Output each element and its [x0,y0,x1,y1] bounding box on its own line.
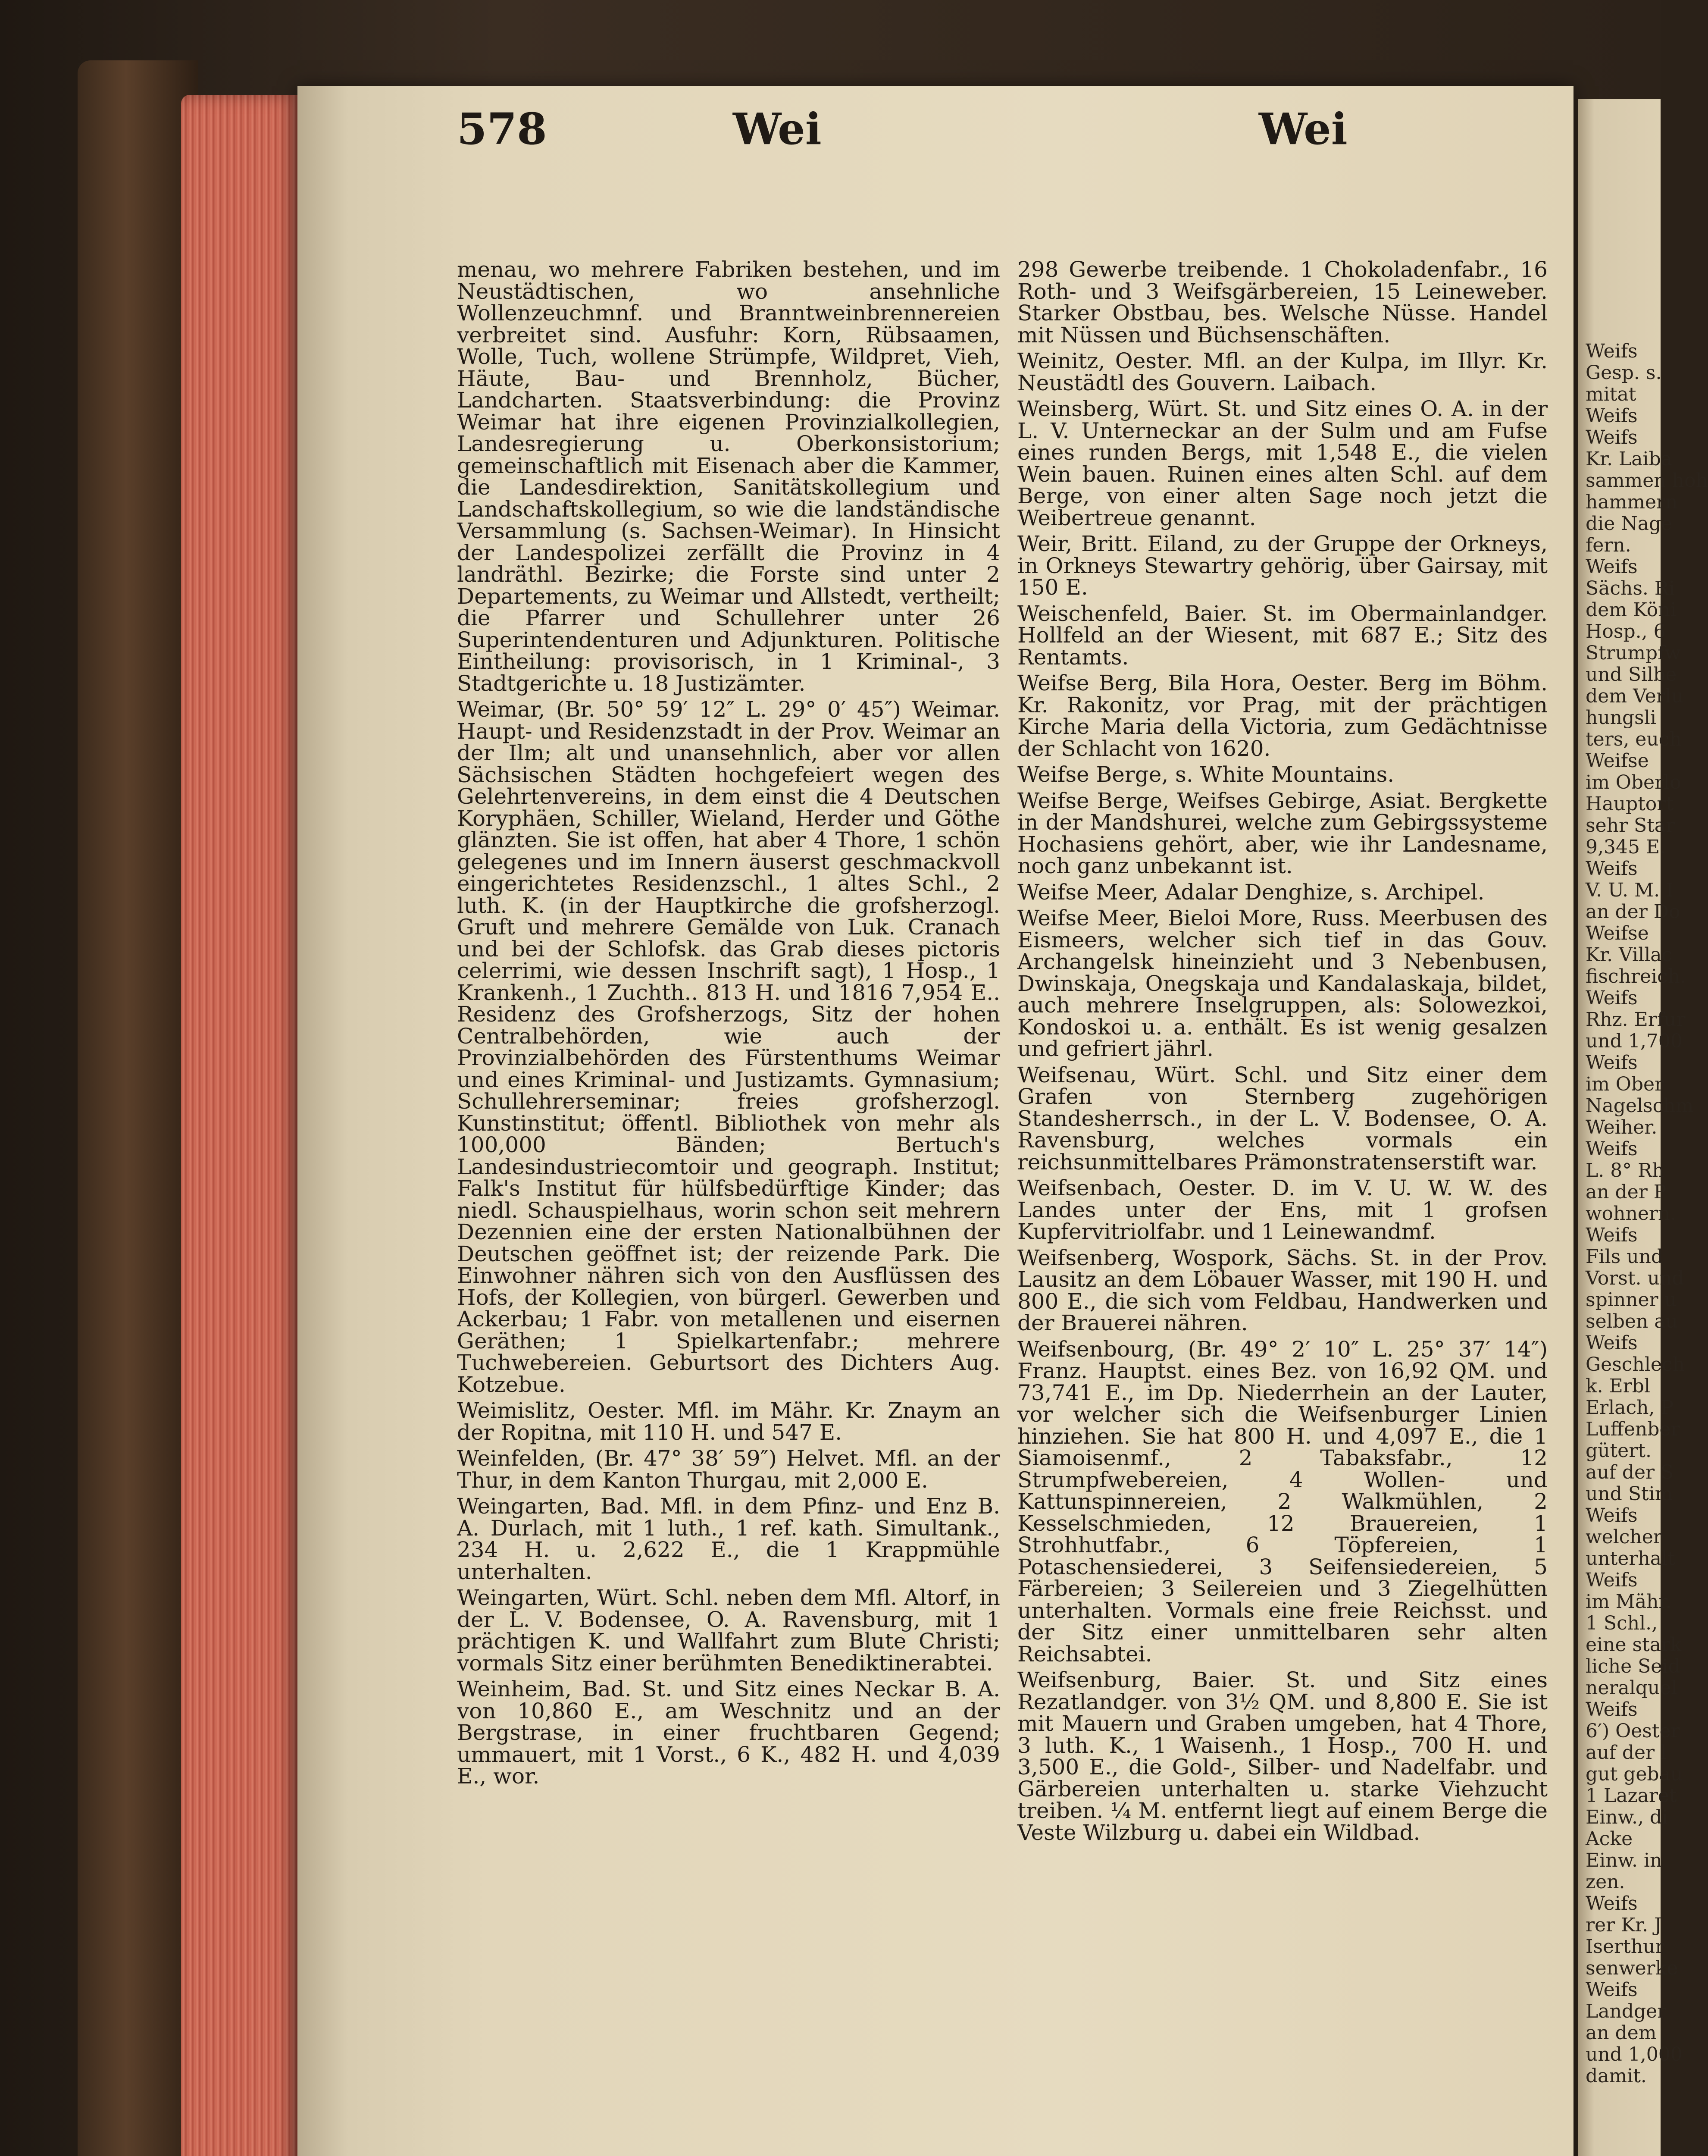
running-head-right: Wei [1259,103,1348,154]
book-cover-edge [78,60,198,2156]
entry-paragraph: Weifsenau, Würt. Schl. und Sitz einer dem Grafen von Sternberg zugehörigen Standesherrsch., in der L. V. Bodensee, O. A. Ravensburg, welches vormals ein reichsunmittelbares Prämonstratenserstift war. [1017,1062,1548,1175]
facing-page-fragment: Acke [1586,1828,1633,1850]
facing-page-fragment: Weifs [1586,426,1638,448]
facing-page-fragment: zen. [1586,1871,1625,1893]
facing-page-fragment: unterhalt [1586,1548,1675,1570]
facing-page-fragment: und Silbe [1586,664,1677,686]
facing-page-fragment: Weifs [1586,556,1638,578]
facing-page-fragment: L. 8° Rh [1586,1159,1664,1181]
facing-page-fragment: dem Verlu [1586,685,1684,707]
facing-page-fragment: Sächs. Ri [1586,577,1675,599]
facing-page-fragment: Weifse [1586,922,1649,944]
entry-paragraph: Weinitz, Oester. Mfl. an der Kulpa, im Illyr. Kr. Neustädtl des Gouvern. Laibach. [1017,348,1548,395]
facing-page-fragment: fischreich. [1586,965,1686,987]
entry-paragraph: Weingarten, Bad. Mfl. in dem Pfinz- und Enz B. A. Durlach, mit 1 luth., 1 ref. kath. Simultank., 234 H. u. 2,622 E., die 1 Krappmühle unterhalten. [457,1494,1000,1584]
facing-page-fragment: Einw. in [1586,1849,1662,1871]
facing-page-fragment: Vorst. und [1586,1267,1684,1289]
facing-page-fragment: Nagelschm [1586,1095,1694,1117]
facing-page-fragment: im Mähr. [1586,1591,1672,1613]
facing-page-fragment: Weifs [1586,1893,1638,1915]
facing-page-fragment: spinner u [1586,1289,1677,1311]
entry-paragraph: Weifse Berg, Bila Hora, Oester. Berg im Böhm. Kr. Rakonitz, vor Prag, mit der prächtigen Kirche Maria della Victoria, zum Gedächtnisse der Schlacht von 1620. [1017,671,1548,761]
facing-page-fragment: liche Seid [1586,1655,1680,1677]
facing-page-fragment: wohnern. [1586,1203,1677,1225]
entry-paragraph: Weingarten, Würt. Schl. neben dem Mfl. Altorf, in der L. V. Bodensee, O. A. Ravensburg, mit 1 prächtigen K. und Wallfahrt zum Blute Christi; vormals Sitz einer berühmten Benediktinerabtei. [457,1585,1000,1676]
entry-paragraph: Weifsenbach, Oester. D. im V. U. W. W. des Landes unter der Ens, mit 1 grofsen Kupfervitriolfabr. und 1 Leinewandmf. [1017,1175,1548,1244]
facing-page-fragment: welcher [1586,1526,1662,1548]
facing-page-fragment: selben au [1586,1310,1678,1332]
facing-page-fragment: Iserthur [1586,1936,1664,1958]
facing-page-fragment: eine stark [1586,1634,1682,1656]
facing-page-fragment: und 1,700 [1586,1030,1683,1052]
entry-paragraph: Weifse Berge, s. White Mountains. [1017,762,1395,787]
entry-paragraph: Weifse Berge, Weifses Gebirge, Asiat. Bergkette in der Mandshurei, welche zum Gebirgssysteme Hochasiens gehört, aber, wie ihr Landesname, noch ganz unbekannt ist. [1017,788,1548,878]
facing-page-fragment: Luffenber [1586,1418,1680,1440]
facing-page-fragment: Weifs [1586,1224,1638,1246]
entry-paragraph: Weifse Meer, Adalar Denghize, s. Archipel. [1017,879,1485,905]
facing-page-fragment: Kr. Laiba [1586,448,1672,470]
left-column [457,259,1000,1792]
facing-page-fragment: 9,345 E. [1586,836,1666,858]
facing-page-fragment: damit. [1586,2065,1647,2087]
entry-paragraph: Weifsenburg, Baier. St. und Sitz eines Rezatlandger. von 3½ QM. und 8,800 E. Sie ist mit Mauern und Graben umgeben, hat 4 Thore, 3 luth. K., 1 Waisenh., 1 Hosp., 700 H. und 3,500 E., die Gold-, Silber- und Nadelfabr. und Gärbereien unterhalten u. starke Viehzucht treiben. ¼ M. entfernt liegt auf einem Berge die Veste Wilzburg u. dabei ein Wildbad. [1017,1667,1548,1845]
facing-page-fragment: k. Erbl [1586,1375,1651,1397]
facing-page-fragment: Weifs [1586,1504,1638,1526]
facing-page-fragment: Gesp. s. [1586,362,1662,384]
entry-paragraph: 298 Gewerbe treibende. 1 Chokoladenfabr., 16 Roth- und 3 Weifsgärbereien, 15 Leineweber. Starker Obstbau, bes. Welsche Nüsse. Handel mit Nüssen und Büchsenschäften. [1017,257,1548,348]
facing-page-fragment: gut gebau [1586,1763,1683,1785]
facing-page-fragment: Weifs [1586,405,1638,427]
facing-page-fragment: die Nage [1586,513,1673,535]
entry-paragraph: Weifsenberg, Wospork, Sächs. St. in der Prov. Lausitz an dem Löbauer Wasser, mit 190 H. und 800 E., die sich vom Feldbau, Handwerken und der Brauerei nähren. [1017,1245,1548,1335]
facing-page-fragment: neralquel [1586,1677,1677,1699]
facing-page-fragment: Weifs [1586,1979,1638,2001]
entry-paragraph: Weinheim, Bad. St. und Sitz eines Neckar B. A. von 10,860 E., am Weschnitz und an der Bergstrase, in einer fruchtbaren Gegend; ummauert, mit 1 Vorst., 6 K., 482 H. und 4,039 E., wor. [457,1677,1000,1789]
facing-page-fragment: 1 Schl., [1586,1612,1658,1634]
facing-page-fragment: Weifs [1586,340,1638,362]
entry-paragraph: Weifsenbourg, (Br. 49° 2′ 10″ L. 25° 37′ 14″) Franz. Hauptst. eines Bez. von 16,92 QM. und 73,741 E., im Dp. Niederrhein an der Lauter, vor welcher sich die Weifsenburger Linien hinziehen. Sie hat 800 H. und 4,097 E., die 1 Siamoisenmf., 2 Tabaksfabr., 12 Strumpfwebereien, 4 Wollen- und Kattunspinnereien, 2 Walkmühlen, 2 Kesselschmieden, 12 Brauereien, 1 Strohhutfabr., 6 Töpfereien, 1 Potaschensiederei, 3 Seifensiedereien, 5 Färbereien; 3 Seilereien und 3 Ziegelhütten unterhalten. Vormals eine freie Reichsst. und der Sitz einer unmittelbaren sehr alten Reichsabtei. [1017,1336,1548,1667]
facing-page-fragment: Weifs [1586,987,1638,1009]
entry-paragraph: Weifse Meer, Bieloi More, Russ. Meerbusen des Eismeers, welcher sich tief in das Gouv. Archangelsk hineinzieht und 3 Nebenbusen, Dwinskaja, Onegskaja und Kandalaskaja, bildet, auch mehrere Inselgruppen, als: Solowezkoi, Kondoskoi u. a. enthält. Es ist wenig gesalzen und gefriert jährl. [1017,906,1548,1061]
page-number: 578 [457,103,547,154]
facing-page-fragment: Rhz. Erfur [1586,1009,1686,1031]
facing-page-fragment: Weifs [1586,1138,1638,1160]
facing-page-fragment: Geschlech [1586,1354,1685,1376]
entry-paragraph: menau, wo mehrere Fabriken bestehen, und im Neustädtischen, wo ansehnliche Wollenzeuchmnf. und Branntweinbrennereien verbreitet sind. Ausfuhr: Korn, Rübsaamen, Wolle, Tuch, wollene Strümpfe, Wildpret, Vieh, Häute, Bau- und Brennholz, Bücher, Landcharten. Staatsverbindung: die Provinz Weimar hat ihre eigenen Provinzialkollegien, Landesregierung u. Oberkonsistorium; gemeinschaftlich mit Eisenach aber die Kammer, die Landesdirektion, Sanitätskollegium und Landschaftskollegium, so wie die landständische Versammlung (s. Sachsen-Weimar). In Hinsicht der Landespolizei zerfällt die Provinz in 4 landräthl. Bezirke; die Forste sind unter 2 Departements, zu Weimar und Allstedt, vertheilt; die Pfarrer und Schullehrer unter 26 Superintendenturen und Adjunkturen. Politische Eintheilung: provisorisch, in 1 Kriminal-, 3 Stadtgerichte u. 18 Justizämter. [457,257,1000,696]
entry-paragraph: Weimislitz, Oester. Mfl. im Mähr. Kr. Znaym an der Ropitna, mit 110 H. und 547 E. [457,1398,1000,1445]
facing-page-fragment: Weifse [1586,750,1649,772]
facing-page-fragment: Kr. Villac [1586,944,1673,966]
facing-page-fragment: Landger [1586,2000,1667,2022]
facing-page-fragment: Einw., di [1586,1806,1668,1828]
facing-page-fragment: 1 Lazaret [1586,1785,1677,1807]
facing-page-fragment: Fils und [1586,1246,1664,1268]
facing-page-fragment: 6′) Oester [1586,1720,1680,1742]
entry-paragraph: Weinfelden, (Br. 47° 38′ 59″) Helvet. Mfl. an der Thur, in dem Kanton Thurgau, mit 2,000 E. [457,1446,1000,1493]
facing-page-fragment: Hosp., 6 [1586,620,1666,642]
facing-page-fragment: V. U. M. I [1586,879,1674,901]
facing-page-fragment: hammern [1586,491,1678,513]
facing-page-fragment: hungsli [1586,707,1656,729]
facing-page-fragment: Weifs [1586,1052,1638,1074]
running-head-left: Wei [733,103,822,154]
facing-page-fragment: dem Köni [1586,599,1677,621]
page-edges-red [181,95,302,2156]
facing-page-fragment: fern. [1586,534,1631,556]
entry-paragraph: Weinsberg, Würt. St. und Sitz eines O. A. in der L. V. Unterneckar an der Sulm und am Fufse eines runden Bergs, mit 1,548 E., die vielen Wein bauen. Ruinen eines alten Schl. auf dem Berge, von einer alten Sage noch jetzt die Weibertreue genannt. [1017,396,1548,530]
facing-page-fragment: ters, euch [1586,728,1682,750]
facing-page-fragment: auf der l [1586,1742,1667,1764]
facing-page-fragment: rer Kr. J [1586,1914,1662,1936]
right-column [1017,259,1548,1848]
facing-page-fragment: an dem [1586,2022,1657,2044]
facing-page-fragment: Weifs [1586,1332,1638,1354]
facing-page-strip [1578,99,1708,2156]
facing-page-fragment: und Stim [1586,1483,1673,1505]
facing-page-fragment: Weifs [1586,858,1638,880]
facing-page-fragment: und 1,000 [1586,2043,1683,2065]
facing-page-fragment: auf der S [1586,1461,1674,1483]
facing-page-fragment: an der Do [1586,901,1680,923]
entry-paragraph: Weimar, (Br. 50° 59′ 12″ L. 29° 0′ 45″) Weimar. Haupt- und Residenzstadt in der Prov. Weimar an der Ilm; alt und unansehnlich, aber vor allen Sächsischen Städten hochgefeiert wegen des Gelehrtenvereins, in dem einst die 4 Deutschen Koryphäen, Schiller, Wieland, Herder und Göthe glänzten. Sie ist offen, hat aber 4 Thore, 1 schön gelegenes und im Innern äuserst geschmackvoll eingerichtetes Residenzschl., 1 altes Schl., 2 luth. K. (in der Hauptkirche die grofsherzogl. Gruft und mehrere Gemälde von Luk. Cranach und bei der Schlofsk. das Grab dieses pictoris celerrimi, wie dessen Inschrift sagt), 1 Hosp., 1 Krankenh., 1 Zuchth.. 813 H. und 1816 7,954 E.. Residenz des Grofsherzogs, Sitz der hohen Centralbehörden, wie auch der Provinzialbehörden des Fürstenthums Weimar und eines Kriminal- und Justizamts. Gymnasium; Schullehrerseminar; freies grofsherzogl. Kunstinstitut; öffentl. Bibliothek von mehr als 100,000 Bänden; Bertuch's Landesindustriecomtoir und geograph. Institut; Falk's Institut für hülfsbedürftige Kinder; das niedl. Schauspielhaus, worin schon seit mehrern Dezennien eine der ersten Nationalbühnen der Deutschen geöffnet ist; der reizende Park. Die Einwohner nähren sich von den Ausflüssen des Hofs, der Kollegien, von bürgerl. Gewerben und Ackerbau; 1 Fabr. von metallenen und eisernen Geräthen; 1 Spielkartenfabr.; mehrere Tuchwebereien. Geburtsort des Dichters Aug. Kotzebue. [457,697,1000,1397]
facing-page-fragment: Strumpfw [1586,642,1681,664]
facing-page-lines [1578,99,1708,2087]
facing-page-fragment: gütert. [1586,1440,1652,1462]
facing-page-fragment: Weiher. [1586,1116,1658,1138]
facing-page-fragment: im Oberlo [1586,771,1681,793]
facing-page-fragment: mitat [1586,383,1636,405]
facing-page-fragment: im Ober [1586,1073,1664,1095]
facing-page-fragment: sehr Star [1586,815,1675,837]
facing-page-fragment: senwerke [1586,1957,1678,1979]
entry-paragraph: Weischenfeld, Baier. St. im Obermainlandger. Hollfeld an der Wiesent, mit 687 E.; Sitz des Rentamts. [1017,601,1548,670]
facing-page-fragment: Erlach, P [1586,1397,1674,1419]
facing-page-fragment: Hauptort [1586,793,1674,815]
facing-page-fragment: sammen hoh [1586,470,1708,492]
facing-page-fragment: Weifs [1586,1698,1638,1720]
entry-paragraph: Weir, Britt. Eiland, zu der Gruppe der Orkneys, in Orkneys Stewartry gehörig, über Gairsay, mit 150 E. [1017,531,1548,600]
facing-page-fragment: an der P [1586,1181,1667,1203]
facing-page-fragment: Weifs [1586,1569,1638,1591]
